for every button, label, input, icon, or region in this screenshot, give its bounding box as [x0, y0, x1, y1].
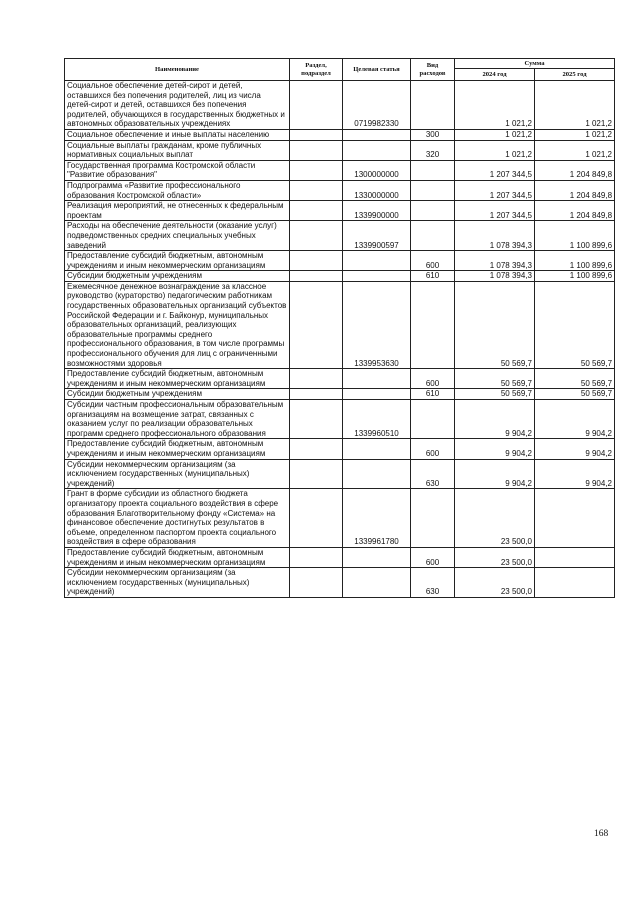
cell-section [290, 547, 343, 567]
header-name: Наименование [65, 59, 290, 81]
cell-y2025: 9 904,2 [535, 439, 615, 459]
table-row [65, 369, 615, 389]
cell-y2024: 1 021,2 [455, 81, 535, 130]
cell-y2024: 50 569,7 [455, 369, 535, 389]
cell-target: 1330000000 [343, 180, 411, 200]
cell-y2025 [535, 489, 615, 548]
cell-name: Социальные выплаты гражданам, кроме публичных нормативных социальных выплат [65, 140, 290, 160]
cell-target [343, 271, 411, 282]
cell-target: 1339900000 [343, 201, 411, 221]
cell-y2024: 9 904,2 [455, 400, 535, 439]
cell-name: Социальное обеспечение детей-сирот и детей, оставшихся без попечения родителей, лиц из числа детей-сирот и детей, оставшихся без попечения родителей, обучающихся в государственных бюджетных и автономных образовательных учреждениях [65, 81, 290, 130]
table-row [65, 160, 615, 180]
header-sum: Сумма [455, 59, 615, 69]
cell-y2024: 1 078 394,3 [455, 271, 535, 282]
cell-section [290, 201, 343, 221]
cell-target [343, 129, 411, 140]
cell-y2025: 1 204 849,8 [535, 201, 615, 221]
cell-y2025: 50 569,7 [535, 281, 615, 368]
cell-section [290, 369, 343, 389]
cell-target [343, 459, 411, 489]
cell-name: Субсидии частным профессиональным образовательным организациям на возмещение затрат, связанных с оказанием услуг по реализации образовательных программ среднего профессионального образования [65, 400, 290, 439]
cell-y2025 [535, 547, 615, 567]
cell-y2024: 23 500,0 [455, 489, 535, 548]
cell-y2024: 1 207 344,5 [455, 201, 535, 221]
cell-target: 1339961780 [343, 489, 411, 548]
header-2025: 2025 год [535, 69, 615, 81]
cell-name: Социальное обеспечение и иные выплаты населению [65, 129, 290, 140]
cell-name: Расходы на обеспечение деятельности (оказание услуг) подведомственных средних специальных учебных заведений [65, 221, 290, 251]
cell-type [411, 201, 455, 221]
table-row [65, 81, 615, 130]
cell-name: Предоставление субсидий бюджетным, автономным учреждениям и иным некоммерческим организациям [65, 369, 290, 389]
cell-type: 300 [411, 129, 455, 140]
table-row [65, 271, 615, 282]
table-row [65, 389, 615, 400]
cell-type: 610 [411, 271, 455, 282]
cell-y2024: 1 207 344,5 [455, 160, 535, 180]
header-row [65, 59, 615, 69]
table-row [65, 281, 615, 368]
cell-name: Субсидии некоммерческим организациям (за исключением государственных (муниципальных) учреждений) [65, 568, 290, 598]
cell-type [411, 221, 455, 251]
cell-type: 630 [411, 568, 455, 598]
cell-y2025 [535, 568, 615, 598]
cell-y2025: 1 021,2 [535, 140, 615, 160]
table-row [65, 568, 615, 598]
header-section: Раздел, подраздел [290, 59, 343, 81]
cell-target: 1339953630 [343, 281, 411, 368]
cell-type [411, 180, 455, 200]
cell-type: 320 [411, 140, 455, 160]
cell-section [290, 221, 343, 251]
cell-name: Грант в форме субсидии из областного бюджета организатору проекта социального воздействия в сфере образования Благотворительному фонду «Система» на финансовое обеспечение достигнутых результатов в объеме, определенном паспортом проекта социального воздействия в сфере образования [65, 489, 290, 548]
cell-section [290, 568, 343, 598]
cell-target [343, 547, 411, 567]
header-2024: 2024 год [455, 69, 535, 81]
cell-y2024: 50 569,7 [455, 281, 535, 368]
cell-type: 600 [411, 547, 455, 567]
cell-target [343, 369, 411, 389]
page-number: 168 [594, 829, 609, 839]
cell-name: Ежемесячное денежное вознаграждение за классное руководство (кураторство) педагогическим работникам государственных образовательных организаций субъектов Российской Федерации и г. Байконур, муниципальных образовательных организаций, реализующих образовательные программы среднего профессионального образования, в том числе программы профессионального обучения для лиц с ограниченными возможностями здоровья [65, 281, 290, 368]
cell-y2025: 9 904,2 [535, 400, 615, 439]
cell-y2025: 1 100 899,6 [535, 221, 615, 251]
table-row [65, 547, 615, 567]
cell-section [290, 439, 343, 459]
cell-y2025: 1 021,2 [535, 81, 615, 130]
budget-table [64, 58, 615, 598]
cell-target: 1339900597 [343, 221, 411, 251]
cell-y2024: 1 078 394,3 [455, 251, 535, 271]
cell-name: Субсидии некоммерческим организациям (за исключением государственных (муниципальных) учреждений) [65, 459, 290, 489]
cell-name: Предоставление субсидий бюджетным, автономным учреждениям и иным некоммерческим организациям [65, 251, 290, 271]
table-row [65, 489, 615, 548]
cell-target: 0719982330 [343, 81, 411, 130]
header-type: Вид расходов [411, 59, 455, 81]
cell-section [290, 160, 343, 180]
cell-section [290, 129, 343, 140]
cell-type [411, 281, 455, 368]
cell-target [343, 140, 411, 160]
cell-type: 600 [411, 251, 455, 271]
cell-y2025: 1 100 899,6 [535, 271, 615, 282]
cell-y2025: 1 204 849,8 [535, 160, 615, 180]
table-row [65, 459, 615, 489]
cell-section [290, 281, 343, 368]
cell-type: 600 [411, 439, 455, 459]
cell-name: Предоставление субсидий бюджетным, автономным учреждениям и иным некоммерческим организациям [65, 439, 290, 459]
cell-name: Субсидии бюджетным учреждениям [65, 389, 290, 400]
table-row [65, 251, 615, 271]
cell-y2025: 9 904,2 [535, 459, 615, 489]
cell-section [290, 271, 343, 282]
cell-y2024: 23 500,0 [455, 568, 535, 598]
table-row [65, 180, 615, 200]
cell-name: Государственная программа Костромской области "Развитие образования" [65, 160, 290, 180]
cell-target [343, 568, 411, 598]
cell-section [290, 140, 343, 160]
table-body [65, 81, 615, 598]
table-row [65, 221, 615, 251]
table-row [65, 140, 615, 160]
header-target: Целевая статья [343, 59, 411, 81]
cell-y2024: 1 021,2 [455, 129, 535, 140]
cell-y2024: 1 207 344,5 [455, 180, 535, 200]
cell-section [290, 81, 343, 130]
cell-type [411, 160, 455, 180]
cell-section [290, 180, 343, 200]
cell-section [290, 459, 343, 489]
table-row [65, 439, 615, 459]
cell-y2025: 50 569,7 [535, 369, 615, 389]
cell-type [411, 81, 455, 130]
cell-y2024: 9 904,2 [455, 459, 535, 489]
cell-target [343, 389, 411, 400]
cell-y2024: 1 021,2 [455, 140, 535, 160]
cell-target: 1339960510 [343, 400, 411, 439]
cell-y2025: 1 021,2 [535, 129, 615, 140]
cell-type [411, 489, 455, 548]
cell-y2024: 23 500,0 [455, 547, 535, 567]
cell-y2025: 1 204 849,8 [535, 180, 615, 200]
cell-type: 630 [411, 459, 455, 489]
cell-name: Реализация мероприятий, не отнесенных к федеральным проектам [65, 201, 290, 221]
cell-type: 610 [411, 389, 455, 400]
cell-y2025: 1 100 899,6 [535, 251, 615, 271]
cell-y2024: 1 078 394,3 [455, 221, 535, 251]
table-row [65, 201, 615, 221]
cell-name: Подпрограмма «Развитие профессионального образования Костромской области» [65, 180, 290, 200]
cell-name: Предоставление субсидий бюджетным, автономным учреждениям и иным некоммерческим организациям [65, 547, 290, 567]
cell-y2025: 50 569,7 [535, 389, 615, 400]
table-row [65, 400, 615, 439]
cell-name: Субсидии бюджетным учреждениям [65, 271, 290, 282]
cell-target [343, 251, 411, 271]
cell-section [290, 389, 343, 400]
cell-type [411, 400, 455, 439]
cell-section [290, 251, 343, 271]
cell-target [343, 439, 411, 459]
cell-y2024: 50 569,7 [455, 389, 535, 400]
cell-section [290, 489, 343, 548]
cell-target: 1300000000 [343, 160, 411, 180]
cell-section [290, 400, 343, 439]
table-row [65, 129, 615, 140]
cell-y2024: 9 904,2 [455, 439, 535, 459]
cell-type: 600 [411, 369, 455, 389]
